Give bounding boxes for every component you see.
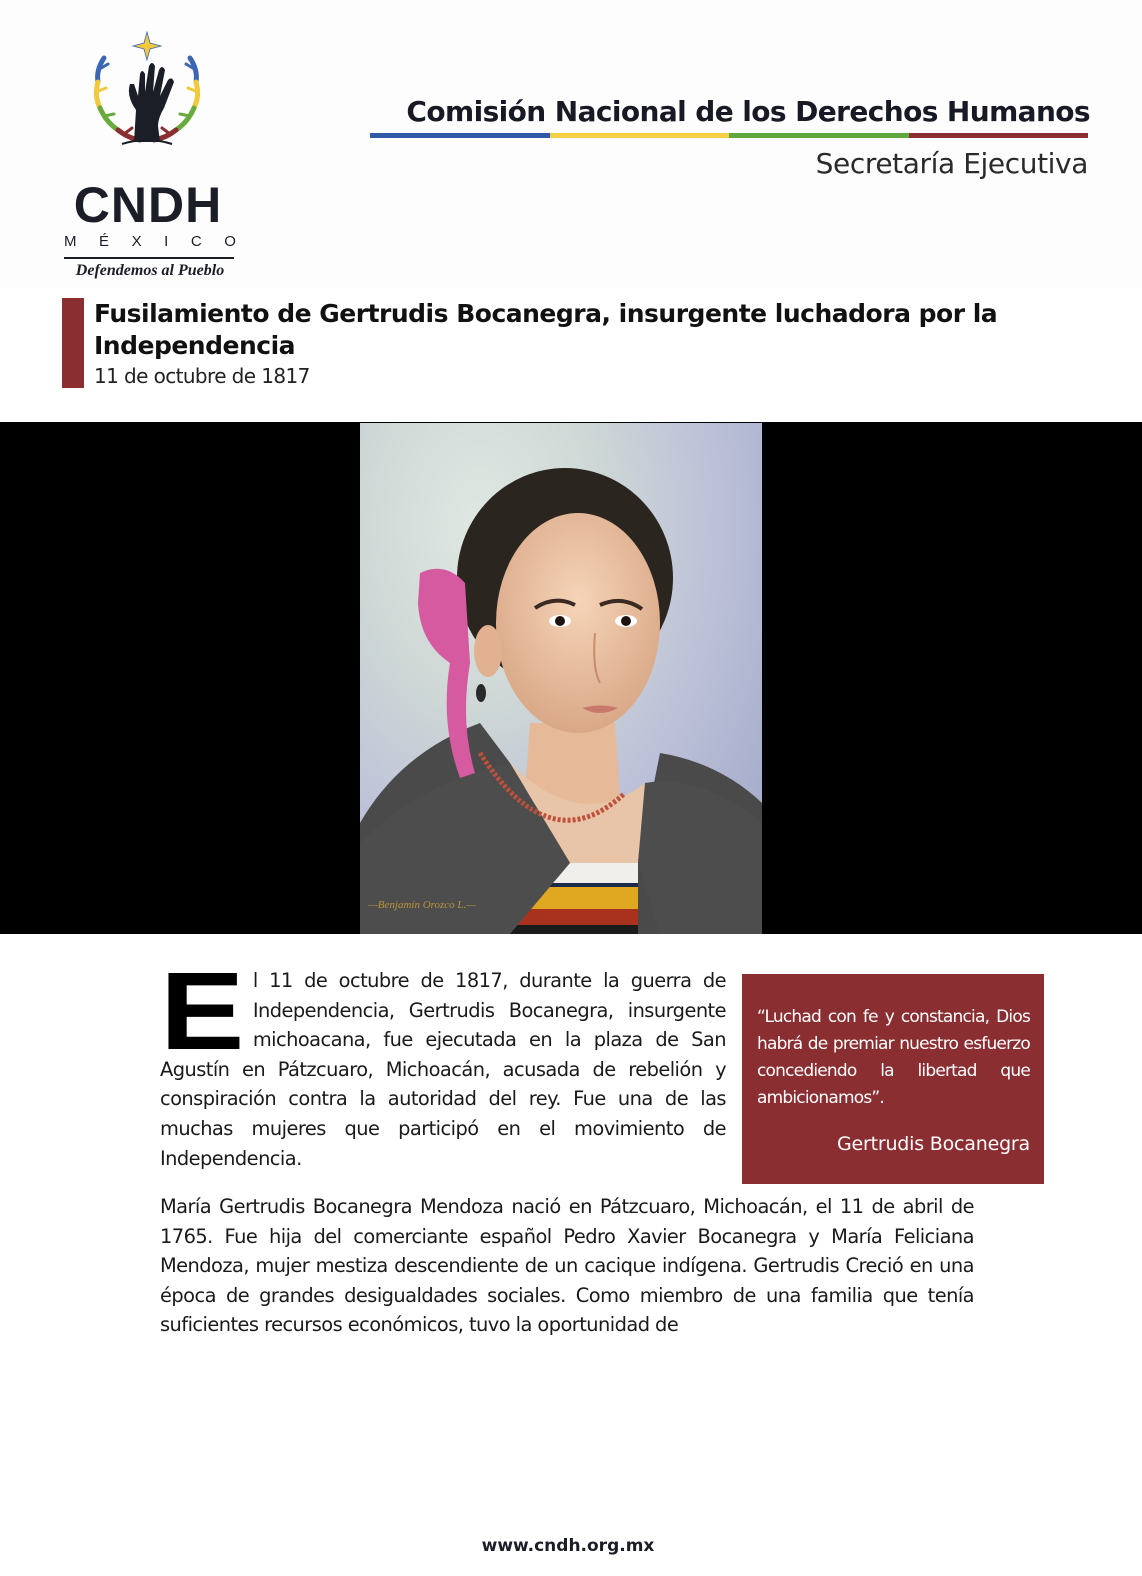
article-title: Fusilamiento de Gertrudis Bocanegra, insurgente luchadora por la Independencia [94, 299, 998, 360]
title-accent-bar [62, 298, 84, 388]
drop-cap: E [160, 950, 244, 1073]
rule-segment-blue [370, 133, 550, 138]
pull-quote [742, 974, 1044, 1184]
logo-letter: I [164, 233, 169, 250]
rule-segment-yellow [550, 133, 730, 138]
logo-letter: M [64, 233, 77, 250]
hand-with-laurel-and-star-icon [82, 30, 212, 160]
cndh-logo [60, 30, 240, 279]
logo-letter: É [99, 233, 110, 250]
lead-text: l 11 de octubre de 1817, durante la guerra de Independencia, Gertrudis Bocanegra, insurgente michoacana, fue ejecutada en la plaza de San Agustín en Pátzcuaro, Michoacán, acusada de rebelión y conspiración contra la autoridad del rey. Fue una de las muchas mujeres que participó en el movimiento de Independencia. [160, 969, 726, 1170]
logo-acronym: CNDH [73, 177, 223, 233]
logo-letter: X [131, 233, 142, 250]
rule-segment-red [909, 133, 1089, 138]
logo-tagline: Defendemos al Pueblo [75, 262, 225, 279]
artist-signature: —Benjamín Orozco L.— [368, 899, 477, 911]
website-link[interactable]: www.cndh.org.mx [481, 1536, 655, 1556]
rule-segment-green [729, 133, 909, 138]
org-name: Comisión Nacional de los Derechos Humanos [406, 95, 1090, 128]
lead-paragraph [160, 950, 726, 1173]
logo-divider [64, 257, 234, 259]
quote-author: Gertrudis Bocanegra [836, 1133, 1030, 1155]
portrait-image [360, 423, 762, 934]
logo-letter: O [224, 233, 236, 250]
quote-text: “Luchad con fe y constancia, Dios habrá de premiar nuestro esfuerzo concediendo la libertad que ambicionamos”. [757, 1007, 1030, 1108]
logo-country [64, 233, 236, 250]
logo-letter: C [190, 233, 202, 250]
color-rule [370, 133, 1088, 138]
body-paragraph: María Gertrudis Bocanegra Mendoza nació en Pátzcuaro, Michoacán, el 11 de abril de 1765. Fue hija del comerciante español Pedro Xavier Bocanegra y María Feliciana Mendoza, mujer mestiza descendiente de un cacique indígena. Gertrudis Creció en una época de grandes desigualdades sociales. Como miembro de una familia que tenía suficientes recursos económicos, tuvo la oportunidad de [160, 1195, 974, 1337]
article-date: 11 de octubre de 1817 [94, 364, 310, 388]
org-unit: Secretaría Ejecutiva [815, 147, 1088, 180]
portrait-illustration [360, 423, 762, 934]
